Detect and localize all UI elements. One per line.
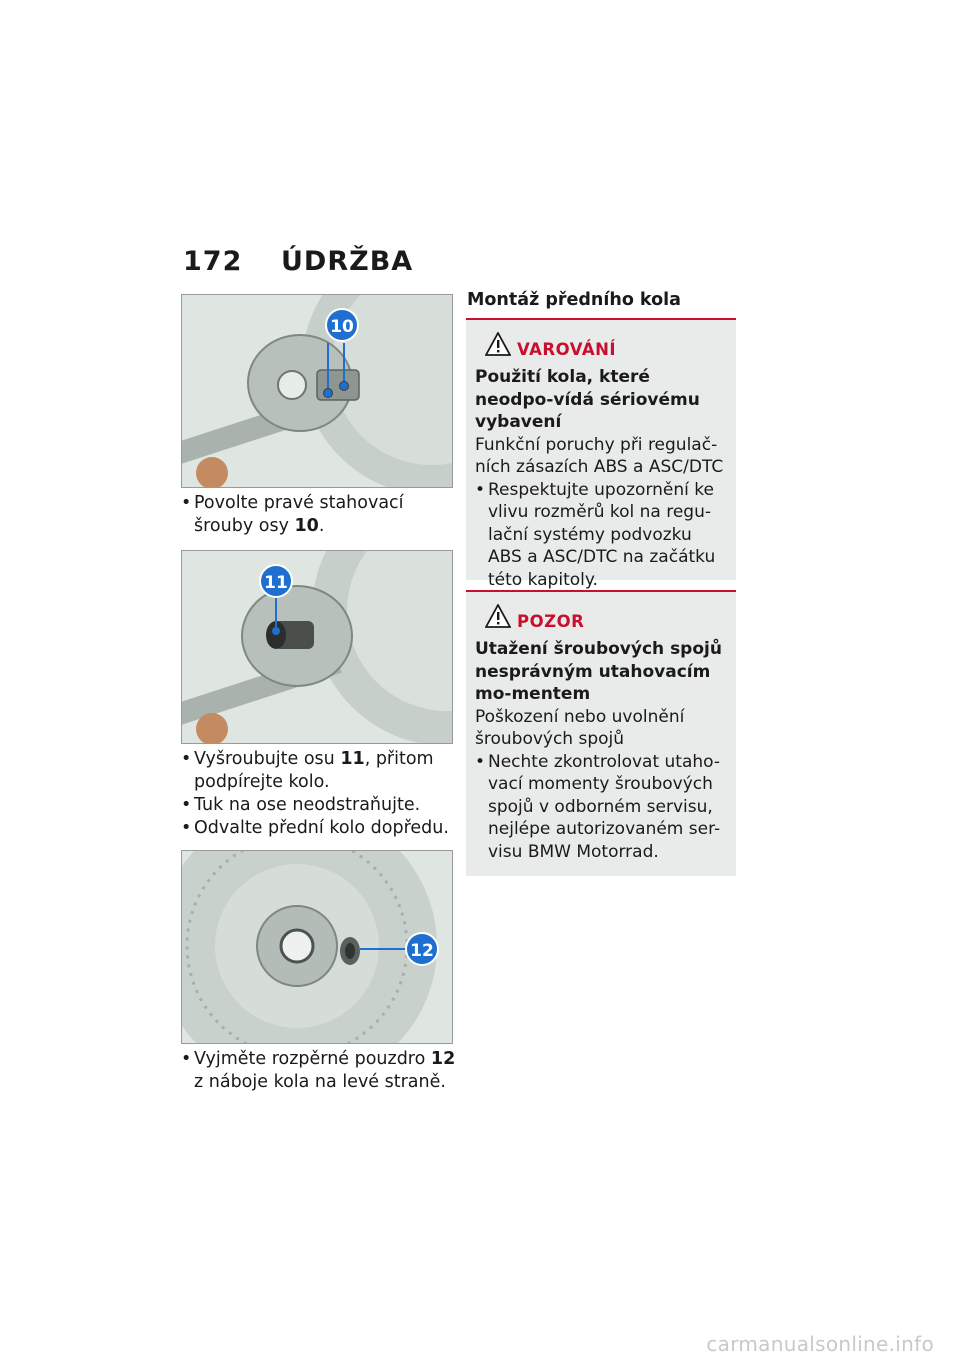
step-ref: 10 xyxy=(294,516,319,536)
list-item xyxy=(181,794,456,817)
step-text: Povolte pravé stahovací šrouby osy xyxy=(194,493,404,536)
warning-effect: Poškození nebo uvolnění šroubových spojů xyxy=(475,706,685,749)
warning-box-pozor xyxy=(466,590,736,876)
list-item xyxy=(181,817,456,840)
figure-axle-removal xyxy=(181,550,453,744)
step-ref: 11 xyxy=(340,749,365,769)
warning-cause: Použití kola, které neodpo-vídá sériovému vybavení xyxy=(475,367,700,432)
step-list-3 xyxy=(181,1048,456,1094)
warning-box-varovani xyxy=(466,318,736,590)
section-heading: Montáž předního kola xyxy=(467,290,681,310)
step-ref: 12 xyxy=(430,1049,456,1069)
warning-effect: Funkční poruchy při regulač-ních zásazích ABS a ASC/DTC xyxy=(475,434,724,477)
step-list-1 xyxy=(181,492,456,538)
section-title: ÚDRŽBA xyxy=(281,246,414,277)
figure-axle-clamp-bolts xyxy=(181,294,453,488)
step-text: Vyšroubujte osu xyxy=(194,749,341,769)
callout-label: 12 xyxy=(410,941,434,961)
watermark: carmanualsonline.info xyxy=(706,1332,934,1356)
step-text: Tuk na ose neodstraňujte. xyxy=(194,795,421,815)
warning-cause: Utažení šroubových spojů nesprávným utahovacím mo-mentem xyxy=(475,639,722,704)
warning-triangle-icon xyxy=(485,604,511,628)
list-item xyxy=(181,1048,456,1094)
step-list-2 xyxy=(181,748,456,840)
warning-triangle-icon xyxy=(485,332,511,356)
callout-label: 10 xyxy=(330,317,354,337)
warning-label: VAROVÁNÍ xyxy=(517,340,617,359)
figure-spacer-sleeve xyxy=(181,850,453,1044)
warning-header xyxy=(475,604,728,638)
warning-instruction: • Nechte zkontrolovat utaho-vací momenty šroubových spojů v odborném servisu, nejlépe autorizovaném ser-visu BMW Motorrad. xyxy=(475,751,728,864)
warning-instruction: • Respektujte upozornění ke vlivu rozměrů kol na regu-lační systémy podvozku ABS a ASC/DTC na začátku této kapitoly. xyxy=(475,479,728,592)
list-item xyxy=(181,748,456,794)
callout-label: 11 xyxy=(264,573,288,593)
warning-label: POZOR xyxy=(517,612,585,631)
page-number: 172 xyxy=(183,246,243,277)
step-text: z náboje kola na levé straně. xyxy=(194,1072,446,1092)
step-text: Vyjměte rozpěrné pouzdro xyxy=(194,1049,431,1069)
list-item xyxy=(181,492,456,538)
warning-header xyxy=(475,332,728,366)
step-text: Odvalte přední kolo dopředu. xyxy=(194,818,449,838)
step-text: , přitom podpírejte kolo. xyxy=(194,749,434,792)
step-text: . xyxy=(318,516,325,536)
